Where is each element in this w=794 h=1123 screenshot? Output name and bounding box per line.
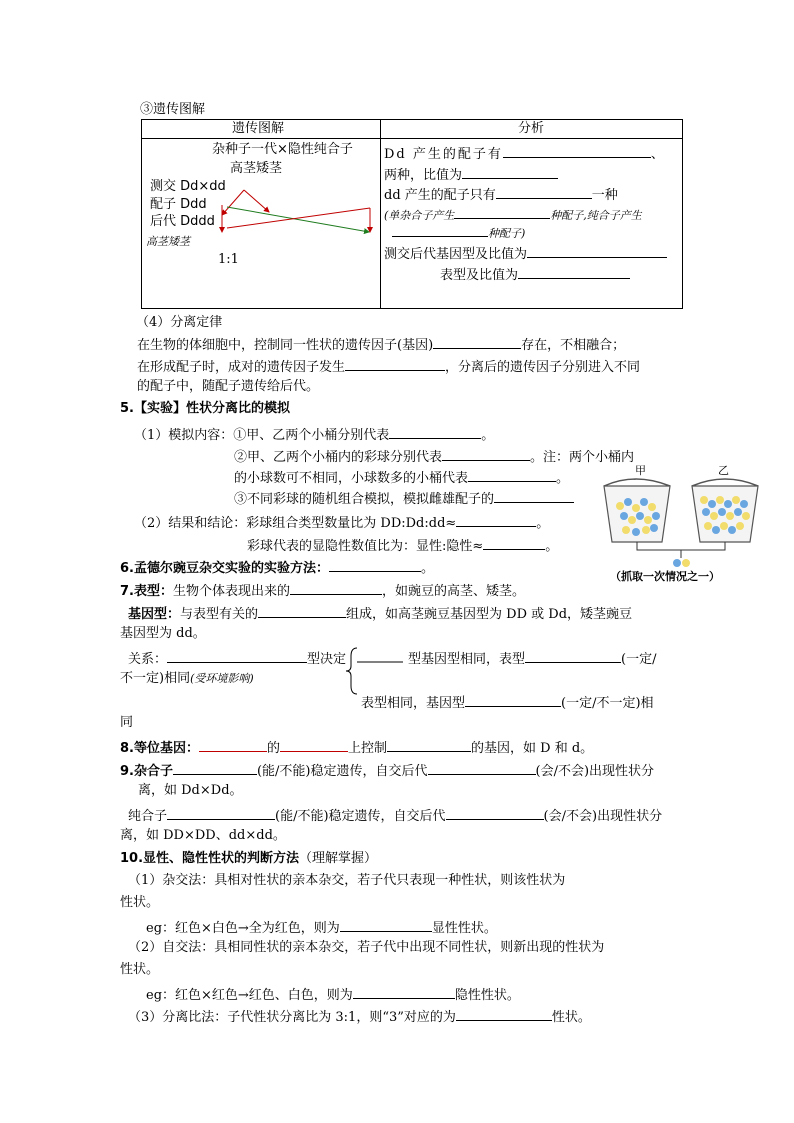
offspring-line: 后代 Dddd: [150, 214, 215, 229]
cross-parents: 杂种子一代×隐性纯合子: [212, 142, 353, 157]
relation-branch-2: 表型相同，基因型 (一定/不一定)相: [361, 692, 654, 713]
blank-relation-2[interactable]: [525, 648, 621, 663]
offspring-trait: 高茎矮茎: [146, 235, 190, 248]
analysis-line-3: dd 产生的配子只有 一种: [384, 184, 618, 205]
bucket-connector: [637, 542, 725, 550]
testcross-line: 测交 Dd×dd: [150, 179, 226, 194]
law-line-1: 在生物的体细胞中，控制同一性状的遗传因子(基因) 存在，不相融合；: [137, 334, 625, 355]
law-line-2: 在形成配子时，成对的遗传因子发生 ，分离后的遗传因子分别进入不同: [137, 356, 640, 377]
blank-law-2[interactable]: [345, 356, 445, 371]
experiment-heading: 5.【实验】性状分离比的模拟: [120, 401, 290, 416]
blank-homo-kinds[interactable]: [392, 222, 488, 237]
method-line: 6.孟德尔豌豆杂交实验的实验方法： 。: [120, 557, 434, 578]
judge-method-2: （2）自交法：具相同性状的亲本杂交，若子代中出现不同性状，则新出现的性状为: [128, 940, 605, 955]
relation-line-1: 关系： 型决定: [128, 648, 346, 669]
phenotype-line: 7.表型：生物个体表现出来的 ，如豌豆的高茎、矮茎。: [120, 580, 525, 601]
section-heading-diagram: ③遗传图解: [140, 102, 206, 117]
cross-traits: 高茎矮茎: [230, 161, 283, 176]
blank-gamete-combo[interactable]: [494, 488, 574, 503]
blank-relation-3[interactable]: [465, 692, 561, 707]
blank-homo-2[interactable]: [446, 805, 544, 820]
analysis-line-7: 表型及比值为: [440, 264, 630, 285]
blank-hetero-2[interactable]: [428, 760, 536, 775]
experiment-item-2: ②甲、乙两个小桶内的彩球分别代表 。注：两个小桶内: [234, 446, 634, 467]
law-heading: （4）分离定律: [136, 315, 223, 330]
judge-method-3: （3）分离比法：子代性状分离比为 3:1，则“3”对应的为 性状。: [128, 1006, 591, 1027]
relation-branch-1: 型基因型相同，表型 (一定/: [408, 648, 656, 669]
genotype-line: 基因型：与表型有关的 组成，如高茎豌豆基因型为 DD 或 Dd，矮茎豌豆: [128, 603, 632, 624]
judge-method-1: （1）杂交法：具相对性状的亲本杂交，若子代只表现一种性状，则该性状为: [128, 873, 566, 888]
analysis-line-4: (单杂合子产生 种配子,纯合子产生: [384, 204, 642, 225]
genotype-line-2: 基因型为 dd。: [120, 626, 206, 641]
analysis-line-5: 种配子): [392, 222, 525, 243]
blank-allele-2[interactable]: [280, 737, 348, 752]
col-header-analysis: 分析: [518, 121, 545, 136]
blank-allele-3[interactable]: [387, 737, 471, 752]
arrow-d-right: [244, 190, 269, 212]
blank-hetero-kinds[interactable]: [454, 204, 550, 219]
ratio-label: 1:1: [218, 252, 239, 267]
genetic-diagram-table: [141, 119, 683, 309]
bucket-a-handle: [604, 479, 670, 486]
gametes-line: 配子 Ddd: [150, 197, 207, 212]
analysis-line-2: 两种，比值为: [384, 164, 558, 185]
bucket-a-label: 甲: [635, 464, 646, 477]
judge-method-1b: 性状。: [120, 895, 160, 910]
blank-method[interactable]: [329, 557, 421, 572]
cross-arrows: [142, 120, 380, 308]
blank-dd-gamete[interactable]: [496, 184, 592, 199]
picked-ball-d-upper: [673, 559, 681, 567]
experiment-item-4: ③不同彩球的随机组合模拟，模拟雌雄配子的: [234, 488, 574, 509]
analysis-line-6: 测交后代基因型及比值为: [384, 243, 667, 264]
experiment-item-1: （1）模拟内容：①甲、乙两个小桶分别代表 。: [134, 424, 494, 445]
blank-method-3[interactable]: [456, 1006, 552, 1021]
blank-phenotype-ratio[interactable]: [518, 264, 630, 279]
blank-genotype-ratio[interactable]: [527, 243, 667, 258]
analysis-line-1: Dd 产生的配子有 、: [384, 143, 666, 164]
picked-ball-d-lower: [682, 559, 690, 567]
arrow-d-left: [222, 190, 244, 215]
blank-gametes[interactable]: [503, 143, 651, 158]
blank-genotype[interactable]: [258, 603, 346, 618]
relation-line-4: 同: [120, 715, 134, 730]
blank-dom-ratio[interactable]: [483, 535, 545, 550]
judge-method-2b: 性状。: [120, 962, 160, 977]
blank-ratio[interactable]: [462, 164, 558, 179]
blank-allele-1[interactable]: [199, 737, 267, 752]
bucket-illustration: [600, 476, 770, 568]
bucket-caption: （抓取一次情况之一）: [610, 570, 720, 583]
relation-brace: [345, 646, 405, 696]
experiment-result-1: （2）结果和结论：彩球组合类型数量比为 DD:Dd:dd≈ 。: [134, 512, 549, 533]
relation-line-2: 不一定)相同(受环境影响): [120, 671, 254, 686]
blank-ball-meaning[interactable]: [442, 446, 530, 461]
blank-bucket-more[interactable]: [468, 467, 556, 482]
judge-eg-2: eg：红色×红色→红色、白色，则为 隐性性状。: [146, 984, 520, 1005]
judge-eg-1: eg：红色×白色→全为红色，则为 显性性状。: [146, 917, 497, 938]
judge-heading: 10.显性、隐性性状的判断方法（理解掌握）: [120, 851, 378, 866]
experiment-result-2: 彩球代表的显隐性数值比为：显性:隐性≈ 。: [247, 535, 558, 556]
blank-hetero-1[interactable]: [173, 760, 257, 775]
homo-line-2: 离，如 DD×DD、dd×dd。: [120, 828, 286, 843]
blank-eg-2[interactable]: [353, 984, 455, 999]
blank-phenotype[interactable]: [290, 580, 382, 595]
blank-eg-1[interactable]: [340, 917, 432, 932]
blank-law-1[interactable]: [433, 334, 521, 349]
blank-relation-1[interactable]: [167, 648, 307, 663]
blank-bucket-meaning[interactable]: [389, 424, 481, 439]
allele-line: 8.等位基因： 的 上控制 的基因，如 D 和 d。: [120, 737, 593, 758]
blank-homo-1[interactable]: [167, 805, 275, 820]
law-line-3: 的配子中，随配子遗传给后代。: [137, 379, 320, 394]
col-header-diagram: 遗传图解: [232, 121, 285, 136]
hetero-line: 9.杂合子 (能/不能)稳定遗传，自交后代 (会/不会)出现性状分: [120, 760, 654, 781]
blank-combo-ratio[interactable]: [456, 512, 536, 527]
experiment-item-3: 的小球数可不相同，小球数多的小桶代表 。: [234, 467, 569, 488]
homo-line: 纯合子 (能/不能)稳定遗传，自交后代 (会/不会)出现性状分: [128, 805, 662, 826]
table-divider: [380, 120, 381, 308]
bucket-b-handle: [692, 479, 758, 486]
bucket-b-label: 乙: [718, 464, 729, 477]
hetero-line-2: 离，如 Dd×Dd。: [138, 783, 243, 798]
